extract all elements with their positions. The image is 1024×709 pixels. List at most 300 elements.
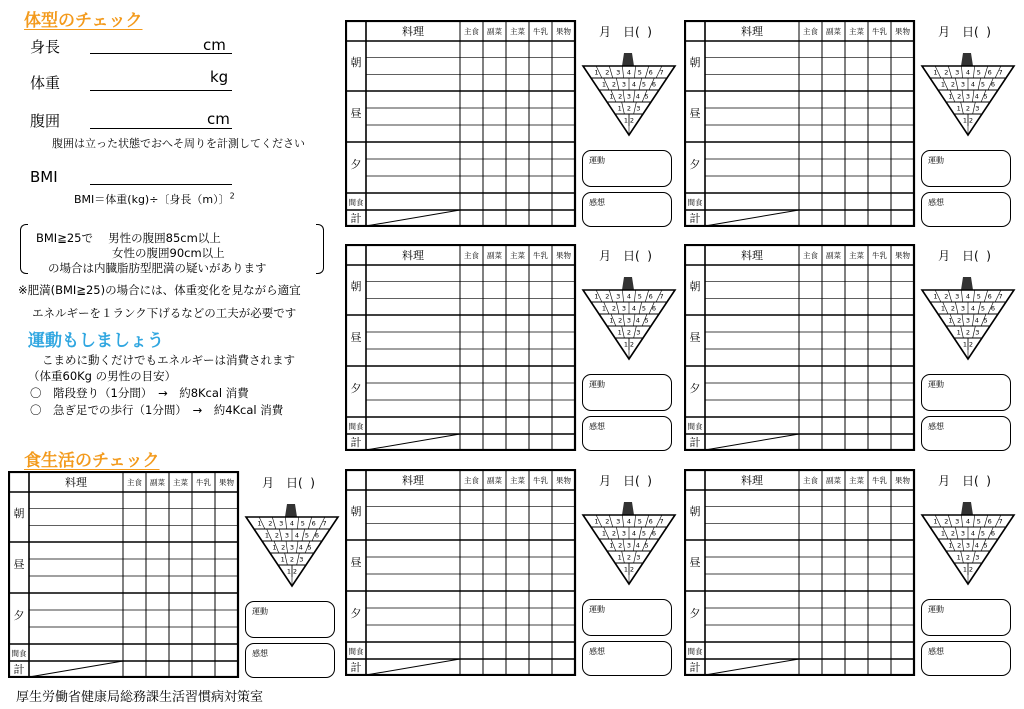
date-label[interactable]: 月 日( ) <box>938 249 991 263</box>
svg-text:5: 5 <box>980 529 986 538</box>
meal-row-label: 朝 <box>13 507 25 520</box>
balance-guide-pyramid-icon <box>581 277 677 361</box>
balance-guide-pyramid-icon <box>920 502 1016 586</box>
svg-text:2: 2 <box>281 543 286 552</box>
meal-row-label: 間食 <box>687 198 703 207</box>
svg-text:2: 2 <box>965 328 971 337</box>
meal-record-table[interactable] <box>684 469 916 676</box>
svg-text:3: 3 <box>299 555 304 564</box>
meal-row-label: 朝 <box>350 56 362 69</box>
food-group-header: 副菜 <box>487 251 502 260</box>
weight-unit: kg <box>210 68 229 86</box>
meal-record-table[interactable] <box>345 20 577 227</box>
svg-text:6: 6 <box>987 292 992 301</box>
svg-text:6: 6 <box>651 529 657 538</box>
svg-text:5: 5 <box>644 316 649 325</box>
food-group-header: 主食 <box>464 27 479 36</box>
meal-row-label: 計 <box>13 663 25 676</box>
exercise-box-label: 運動 <box>252 607 268 616</box>
food-group-header: 牛乳 <box>196 478 211 487</box>
exercise-box-label: 運動 <box>928 156 944 165</box>
meal-record-table[interactable] <box>345 469 577 676</box>
food-group-header: 主食 <box>803 27 818 36</box>
svg-text:1: 1 <box>617 553 622 562</box>
svg-text:4: 4 <box>974 541 979 550</box>
svg-text:4: 4 <box>965 68 971 77</box>
meal-row-label: 朝 <box>689 280 701 293</box>
meal-row-label: 昼 <box>350 107 362 120</box>
svg-text:2: 2 <box>965 553 971 562</box>
food-group-header: 主菜 <box>849 476 864 485</box>
svg-text:2: 2 <box>957 92 962 101</box>
svg-text:2: 2 <box>611 529 617 538</box>
svg-text:1: 1 <box>933 292 938 301</box>
exercise-note-box[interactable] <box>245 601 335 638</box>
svg-text:1: 1 <box>617 104 622 113</box>
svg-text:2: 2 <box>611 80 617 89</box>
footer-credit: 厚生労働省健康局総務課生活習慣病対策室 <box>16 690 264 705</box>
impression-box-label: 感想 <box>928 198 944 207</box>
food-group-header: 主菜 <box>173 478 188 487</box>
svg-text:3: 3 <box>621 529 627 538</box>
svg-text:1: 1 <box>623 116 629 125</box>
svg-text:4: 4 <box>298 543 303 552</box>
svg-text:1: 1 <box>601 80 607 89</box>
meal-row-label: 朝 <box>689 505 701 518</box>
svg-text:5: 5 <box>976 292 981 301</box>
svg-text:4: 4 <box>974 92 979 101</box>
svg-text:5: 5 <box>300 519 305 528</box>
food-group-header: 副菜 <box>826 27 841 36</box>
exercise-box-label: 運動 <box>589 156 605 165</box>
meal-row-label: 間食 <box>687 647 703 656</box>
svg-text:4: 4 <box>635 316 640 325</box>
meal-row-label: 夕 <box>13 609 25 622</box>
svg-text:3: 3 <box>955 68 960 77</box>
impression-box-label: 感想 <box>589 198 605 207</box>
food-group-header: 主食 <box>464 251 479 260</box>
criteria-bracket-right <box>316 224 324 274</box>
svg-text:6: 6 <box>648 517 653 526</box>
food-column-header: 料理 <box>402 25 424 38</box>
meal-record-table[interactable] <box>684 244 916 451</box>
svg-text:6: 6 <box>987 517 992 526</box>
exercise-note-box[interactable] <box>921 150 1011 187</box>
meal-row-label: 計 <box>689 661 701 674</box>
exercise-note-box[interactable] <box>582 150 672 187</box>
svg-text:6: 6 <box>314 531 320 540</box>
height-unit: cm <box>203 36 226 54</box>
svg-text:1: 1 <box>264 531 270 540</box>
svg-text:3: 3 <box>636 553 641 562</box>
svg-text:1: 1 <box>956 553 961 562</box>
meal-row-label: 間食 <box>11 649 27 658</box>
svg-text:5: 5 <box>983 92 988 101</box>
svg-text:4: 4 <box>965 517 971 526</box>
food-group-header: 副菜 <box>487 476 502 485</box>
svg-text:3: 3 <box>279 519 284 528</box>
svg-text:3: 3 <box>975 104 980 113</box>
daily-record-card <box>684 469 1014 687</box>
food-column-header: 料理 <box>741 25 763 38</box>
svg-text:1: 1 <box>933 517 938 526</box>
svg-text:2: 2 <box>626 328 632 337</box>
svg-text:4: 4 <box>626 292 632 301</box>
daily-record-card <box>345 20 675 238</box>
diet-check-title: 食生活のチェック <box>24 451 160 471</box>
svg-text:1: 1 <box>962 340 968 349</box>
meal-row-label: 夕 <box>689 158 701 171</box>
waist-unit: cm <box>207 110 230 128</box>
food-column-header: 料理 <box>741 249 763 262</box>
food-group-header: 果物 <box>556 476 571 485</box>
food-group-header: 牛乳 <box>872 251 887 260</box>
svg-text:3: 3 <box>965 541 971 550</box>
food-group-header: 果物 <box>895 476 910 485</box>
exercise-line-1: こまめに動くだけでもエネルギーは消費されます <box>42 353 295 367</box>
bmi-label: BMI <box>30 168 58 186</box>
svg-text:2: 2 <box>292 567 298 576</box>
meal-row-label: 計 <box>350 661 362 674</box>
food-group-header: 主菜 <box>849 251 864 260</box>
exercise-box-label: 運動 <box>589 605 605 614</box>
svg-text:2: 2 <box>629 565 635 574</box>
svg-text:5: 5 <box>307 543 312 552</box>
svg-text:5: 5 <box>641 304 647 313</box>
impression-box-label: 感想 <box>928 422 944 431</box>
impression-note-box[interactable] <box>921 416 1011 451</box>
obesity-note-2: エネルギーを１ランク下げるなどの工夫が必要です <box>32 306 297 320</box>
criteria-line-3: の場合は内臓脂肪型肥満の疑いがあります <box>48 261 267 275</box>
date-label[interactable]: 月 日( ) <box>262 476 315 490</box>
svg-text:3: 3 <box>960 304 966 313</box>
svg-text:4: 4 <box>635 541 640 550</box>
svg-text:1: 1 <box>956 104 961 113</box>
food-column-header: 料理 <box>65 476 87 489</box>
svg-text:2: 2 <box>968 565 974 574</box>
food-group-header: 主菜 <box>849 27 864 36</box>
svg-text:1: 1 <box>948 541 953 550</box>
svg-text:2: 2 <box>944 292 949 301</box>
svg-text:2: 2 <box>268 519 273 528</box>
svg-text:1: 1 <box>940 529 946 538</box>
exercise-note-box[interactable] <box>582 374 672 411</box>
meal-row-label: 夕 <box>350 158 362 171</box>
svg-text:5: 5 <box>304 531 310 540</box>
svg-text:7: 7 <box>659 68 664 77</box>
svg-text:2: 2 <box>629 340 635 349</box>
svg-text:7: 7 <box>322 519 327 528</box>
svg-text:2: 2 <box>965 104 971 113</box>
svg-text:2: 2 <box>618 541 623 550</box>
svg-text:3: 3 <box>955 517 960 526</box>
svg-text:1: 1 <box>594 517 599 526</box>
exercise-line-2: （体重60Kg の男性の目安） <box>28 369 177 383</box>
svg-text:3: 3 <box>626 541 632 550</box>
impression-note-box[interactable] <box>921 641 1011 676</box>
svg-text:4: 4 <box>626 68 632 77</box>
balance-guide-pyramid-icon <box>581 53 677 137</box>
svg-text:2: 2 <box>950 80 956 89</box>
food-group-header: 主食 <box>803 251 818 260</box>
svg-text:3: 3 <box>626 92 632 101</box>
svg-text:4: 4 <box>294 531 300 540</box>
food-column-header: 料理 <box>402 249 424 262</box>
impression-box-label: 感想 <box>589 647 605 656</box>
svg-text:1: 1 <box>594 68 599 77</box>
svg-text:4: 4 <box>626 517 632 526</box>
meal-row-label: 計 <box>350 212 362 225</box>
food-group-header: 果物 <box>556 251 571 260</box>
svg-text:1: 1 <box>940 304 946 313</box>
waist-note: 腹囲は立った状態でおへそ周りを計測してください <box>52 137 305 150</box>
daily-record-card <box>684 244 1014 462</box>
svg-text:2: 2 <box>611 304 617 313</box>
food-group-header: 主食 <box>127 478 142 487</box>
svg-text:5: 5 <box>641 80 647 89</box>
svg-text:1: 1 <box>286 567 292 576</box>
exercise-box-label: 運動 <box>928 380 944 389</box>
svg-text:7: 7 <box>659 292 664 301</box>
food-group-header: 主菜 <box>510 476 525 485</box>
meal-row-label: 夕 <box>350 382 362 395</box>
svg-text:3: 3 <box>616 68 621 77</box>
meal-row-label: 間食 <box>687 422 703 431</box>
svg-text:3: 3 <box>626 316 632 325</box>
svg-text:1: 1 <box>623 340 629 349</box>
svg-text:5: 5 <box>637 68 642 77</box>
meal-row-label: 夕 <box>689 382 701 395</box>
meal-row-label: 間食 <box>348 647 364 656</box>
svg-text:5: 5 <box>983 316 988 325</box>
svg-text:2: 2 <box>626 104 632 113</box>
svg-text:1: 1 <box>609 316 614 325</box>
svg-text:5: 5 <box>641 529 647 538</box>
date-label[interactable]: 月 日( ) <box>599 249 652 263</box>
meal-row-label: 昼 <box>689 331 701 344</box>
meal-record-table[interactable] <box>8 471 240 678</box>
meal-row-label: 間食 <box>348 422 364 431</box>
food-group-header: 副菜 <box>826 476 841 485</box>
svg-text:3: 3 <box>616 517 621 526</box>
svg-text:3: 3 <box>616 292 621 301</box>
svg-text:3: 3 <box>960 529 966 538</box>
meal-row-label: 昼 <box>13 558 25 571</box>
svg-text:2: 2 <box>968 340 974 349</box>
svg-text:5: 5 <box>980 80 986 89</box>
impression-note-box[interactable] <box>582 641 672 676</box>
svg-text:1: 1 <box>609 92 614 101</box>
svg-text:1: 1 <box>257 519 262 528</box>
criteria-bracket-left <box>20 224 28 274</box>
svg-text:4: 4 <box>289 519 295 528</box>
svg-text:1: 1 <box>601 304 607 313</box>
food-group-header: 副菜 <box>487 27 502 36</box>
meal-row-label: 夕 <box>350 607 362 620</box>
food-group-header: 牛乳 <box>872 27 887 36</box>
waist-label: 腹囲 <box>30 112 61 130</box>
impression-box-label: 感想 <box>252 649 268 658</box>
date-label[interactable]: 月 日( ) <box>599 25 652 39</box>
svg-text:4: 4 <box>635 92 640 101</box>
obesity-note-1: ※肥満(BMI≧25)の場合には、体重変化を見ながら適宜 <box>18 283 301 297</box>
food-group-header: 果物 <box>895 251 910 260</box>
exercise-title: 運動もしましょう <box>28 331 164 351</box>
food-column-header: 料理 <box>402 474 424 487</box>
svg-text:6: 6 <box>311 519 316 528</box>
meal-record-table[interactable] <box>684 20 916 227</box>
impression-note-box[interactable] <box>245 643 335 678</box>
svg-text:4: 4 <box>970 529 976 538</box>
date-label[interactable]: 月 日( ) <box>938 25 991 39</box>
svg-text:5: 5 <box>637 292 642 301</box>
food-group-header: 副菜 <box>826 251 841 260</box>
svg-text:1: 1 <box>940 80 946 89</box>
date-label[interactable]: 月 日( ) <box>599 474 652 488</box>
svg-text:7: 7 <box>998 68 1003 77</box>
meal-row-label: 昼 <box>689 556 701 569</box>
meal-record-table[interactable] <box>345 244 577 451</box>
bmi-field[interactable] <box>90 184 232 185</box>
svg-text:2: 2 <box>626 553 632 562</box>
svg-text:2: 2 <box>618 92 623 101</box>
exercise-note-box[interactable] <box>582 599 672 636</box>
svg-text:1: 1 <box>956 328 961 337</box>
svg-text:2: 2 <box>618 316 623 325</box>
food-group-header: 主菜 <box>510 27 525 36</box>
daily-record-card <box>684 20 1014 238</box>
bmi-formula: BMI＝体重(kg)÷〔身長（m）〕$^2$ <box>74 191 235 206</box>
svg-text:7: 7 <box>998 517 1003 526</box>
svg-text:3: 3 <box>975 328 980 337</box>
exercise-box-label: 運動 <box>589 380 605 389</box>
impression-note-box[interactable] <box>582 416 672 451</box>
meal-row-label: 昼 <box>689 107 701 120</box>
balance-guide-pyramid-icon <box>581 502 677 586</box>
svg-text:3: 3 <box>960 80 966 89</box>
svg-text:1: 1 <box>933 68 938 77</box>
food-column-header: 料理 <box>741 474 763 487</box>
food-group-header: 副菜 <box>150 478 165 487</box>
meal-row-label: 昼 <box>350 556 362 569</box>
svg-text:1: 1 <box>272 543 277 552</box>
svg-text:1: 1 <box>617 328 622 337</box>
meal-row-label: 朝 <box>350 280 362 293</box>
balance-guide-pyramid-icon <box>920 53 1016 137</box>
body-check-title: 体型のチェック <box>24 11 143 31</box>
svg-text:2: 2 <box>950 304 956 313</box>
exercise-box-label: 運動 <box>928 605 944 614</box>
svg-text:3: 3 <box>965 92 971 101</box>
svg-text:4: 4 <box>974 316 979 325</box>
svg-text:5: 5 <box>644 92 649 101</box>
svg-text:3: 3 <box>284 531 290 540</box>
svg-text:3: 3 <box>636 328 641 337</box>
height-label: 身長 <box>30 38 61 56</box>
food-group-header: 果物 <box>219 478 234 487</box>
weight-field[interactable] <box>90 90 232 91</box>
svg-text:2: 2 <box>605 517 610 526</box>
svg-text:2: 2 <box>289 555 295 564</box>
svg-text:5: 5 <box>637 517 642 526</box>
svg-text:4: 4 <box>970 80 976 89</box>
svg-text:4: 4 <box>631 529 637 538</box>
waist-field[interactable] <box>90 128 232 129</box>
svg-text:1: 1 <box>594 292 599 301</box>
svg-text:6: 6 <box>990 304 996 313</box>
svg-text:6: 6 <box>648 292 653 301</box>
exercise-note-box[interactable] <box>921 374 1011 411</box>
svg-text:2: 2 <box>950 529 956 538</box>
svg-text:1: 1 <box>601 529 607 538</box>
meal-row-label: 計 <box>689 436 701 449</box>
svg-text:3: 3 <box>289 543 295 552</box>
food-group-header: 牛乳 <box>533 251 548 260</box>
svg-text:6: 6 <box>987 68 992 77</box>
svg-text:3: 3 <box>975 553 980 562</box>
daily-record-card <box>345 244 675 462</box>
svg-text:5: 5 <box>644 541 649 550</box>
svg-text:2: 2 <box>957 541 962 550</box>
svg-text:3: 3 <box>621 80 627 89</box>
meal-row-label: 計 <box>350 436 362 449</box>
svg-text:6: 6 <box>990 529 996 538</box>
svg-text:1: 1 <box>280 555 285 564</box>
svg-text:6: 6 <box>651 304 657 313</box>
criteria-line-2: 女性の腹囲90cm以上 <box>112 246 225 260</box>
svg-text:6: 6 <box>651 80 657 89</box>
svg-text:5: 5 <box>976 68 981 77</box>
balance-guide-pyramid-icon <box>244 504 340 588</box>
food-group-header: 主菜 <box>510 251 525 260</box>
food-group-header: 牛乳 <box>533 476 548 485</box>
exercise-note-box[interactable] <box>921 599 1011 636</box>
exercise-line-4: 〇 急ぎ足での歩行（1分間） → 約4Kcal 消費 <box>30 403 284 417</box>
svg-text:1: 1 <box>962 116 968 125</box>
svg-text:2: 2 <box>629 116 635 125</box>
svg-text:2: 2 <box>968 116 974 125</box>
svg-text:4: 4 <box>970 304 976 313</box>
impression-note-box[interactable] <box>582 192 672 227</box>
svg-text:3: 3 <box>621 304 627 313</box>
meal-row-label: 朝 <box>689 56 701 69</box>
svg-text:2: 2 <box>944 517 949 526</box>
svg-text:4: 4 <box>631 304 637 313</box>
meal-row-label: 夕 <box>689 607 701 620</box>
balance-guide-pyramid-icon <box>920 277 1016 361</box>
daily-record-card <box>345 469 675 687</box>
weight-label: 体重 <box>30 74 61 92</box>
svg-text:2: 2 <box>957 316 962 325</box>
food-group-header: 牛乳 <box>533 27 548 36</box>
daily-record-card <box>8 471 338 689</box>
svg-text:3: 3 <box>965 316 971 325</box>
impression-note-box[interactable] <box>921 192 1011 227</box>
meal-row-label: 朝 <box>350 505 362 518</box>
food-group-header: 果物 <box>895 27 910 36</box>
svg-text:7: 7 <box>998 292 1003 301</box>
svg-text:1: 1 <box>948 316 953 325</box>
impression-box-label: 感想 <box>589 422 605 431</box>
food-group-header: 果物 <box>556 27 571 36</box>
svg-text:1: 1 <box>623 565 629 574</box>
svg-text:2: 2 <box>605 68 610 77</box>
svg-text:6: 6 <box>990 80 996 89</box>
meal-row-label: 計 <box>689 212 701 225</box>
svg-text:2: 2 <box>274 531 280 540</box>
date-label[interactable]: 月 日( ) <box>938 474 991 488</box>
impression-box-label: 感想 <box>928 647 944 656</box>
